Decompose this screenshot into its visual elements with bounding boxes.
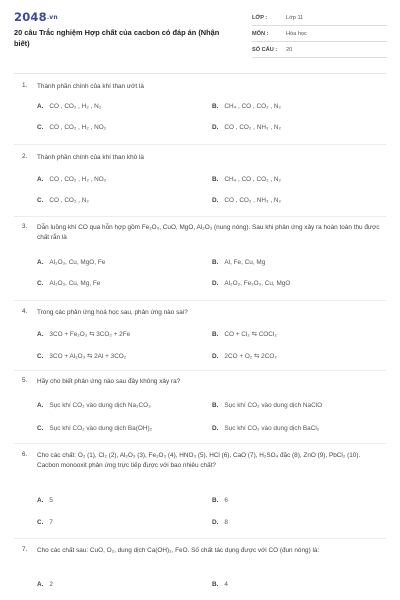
- option-b[interactable]: B. 6: [212, 497, 228, 504]
- option-b[interactable]: B. CH₄ , CO , CO₂ , N₂: [212, 103, 281, 110]
- option-c[interactable]: C. Sục khí CO₂ vào dung dịch Ba(OH)₂: [37, 425, 153, 432]
- page-title: 20 câu Trắc nghiệm Hợp chất của cacbon có đáp án (Nhận biết): [14, 28, 220, 48]
- question-divider: [14, 144, 386, 145]
- question-2: [22, 153, 382, 208]
- question-text: Thành phần chính của khí than ướt là: [37, 83, 144, 90]
- option-a[interactable]: A. 3CO + Fe₂O₃ ⇆ 3CO₂ + 2Fe: [37, 331, 131, 338]
- site-logo[interactable]: 2048.vn: [14, 10, 58, 24]
- question-5: [22, 377, 382, 437]
- option-b[interactable]: B. Al, Fe, Cu, Mg: [212, 259, 266, 266]
- option-d[interactable]: D. Al₂O₃, Fe₂O₃, Cu, MgO: [212, 280, 291, 287]
- question-text: Dẫn luồng khí CO qua hỗn hợp gồm Fe₂O₃, CuO, MgO, Al₂O₃ (nung nóng). Sau khi phản ứng xảy ra hoàn toàn thu được chất rắn là: [37, 224, 380, 241]
- option-c[interactable]: C. 3CO + Al₂O₃ ⇆ 2Al + 3CO₂: [37, 353, 127, 360]
- option-b[interactable]: B. 4: [212, 581, 228, 588]
- option-c[interactable]: C. CO , CO₂ , N₂: [37, 197, 89, 204]
- option-c[interactable]: C. CO , CO₂ , H₂ , NO₂: [37, 124, 107, 131]
- question-1: [22, 82, 382, 137]
- option-b[interactable]: B. CO + Cl₂ ⇆ COCl₂: [212, 331, 277, 338]
- question-divider: [14, 538, 386, 539]
- option-d[interactable]: D. 2CO + O₂ ⇆ 2CO₂: [212, 353, 277, 360]
- question-6: [22, 451, 382, 531]
- meta-grade: LỚP : Lớp 11: [252, 13, 387, 26]
- option-b[interactable]: B. CH₄ , CO , CO₂ , N₂: [212, 176, 281, 183]
- option-c[interactable]: C. Al₂O₃, Cu, Mg, Fe: [37, 280, 101, 287]
- option-a[interactable]: A. Sục khí CO₂ vào dung dịch Na₂CO₃: [37, 402, 151, 409]
- option-a[interactable]: A. CO , CO₂ , H₂ , NO₂: [37, 176, 107, 183]
- question-4: [22, 308, 382, 363]
- option-d[interactable]: D. CO , CO₂ , NH₃ , N₂: [212, 197, 281, 204]
- option-a[interactable]: A. 2: [37, 581, 53, 588]
- question-number: 6.: [22, 451, 28, 458]
- option-a[interactable]: A. Al₂O₃, Cu, MgO, Fe: [37, 259, 106, 266]
- question-number: 3.: [22, 223, 28, 230]
- question-text: Cho các chất sau: CuO, O₂, dung dịch Ca(OH)₂, FeO. Số chất tác dụng được với CO (đun nóng) là:: [37, 547, 320, 554]
- option-d[interactable]: D. 8: [212, 519, 228, 526]
- question-text: Trong các phản ứng hoá học sau, phản ứng nào sai?: [37, 309, 188, 316]
- question-divider: [14, 216, 386, 217]
- question-divider: [14, 370, 386, 371]
- question-number: 5.: [22, 377, 28, 384]
- question-7: [22, 546, 382, 596]
- question-divider: [14, 443, 386, 444]
- question-text: Thành phần chính của khí than khô là: [37, 154, 144, 161]
- question-number: 1.: [22, 82, 28, 89]
- meta-subject: MÔN : Hóa học: [252, 29, 387, 42]
- option-d[interactable]: D. Sục khí CO₂ vào dung dịch BaCl₂: [212, 425, 320, 432]
- option-d[interactable]: D. CO , CO₂ , NH₃ , N₂: [212, 124, 281, 131]
- page-header: [0, 0, 400, 68]
- option-a[interactable]: A. 5: [37, 497, 53, 504]
- option-b[interactable]: B. Sục khí CO₂ vào dung dịch NaClO: [212, 402, 323, 409]
- question-text: Hãy cho biết phản ứng nào sau đây không xảy ra?: [37, 378, 181, 385]
- option-c[interactable]: C. 7: [37, 519, 53, 526]
- question-text: Cho các chất: O₂ (1), Cl₂ (2), Al₂O₃ (3), Fe₂O₃ (4), HNO₃ (5), HCl (6), CaO (7), H₂SO₄ đặc (8), ZnO (9), PbCl₂ (10). Cacbon monooxit phản ứng trực tiếp được với bao nhiêu chất?: [37, 452, 361, 469]
- question-number: 2.: [22, 153, 28, 160]
- meta-question-count: SỐ CÂU : 20: [252, 45, 387, 58]
- option-a[interactable]: A. CO , CO₂ , H₂ , N₂: [37, 103, 102, 110]
- header-divider: [14, 73, 386, 74]
- question-number: 7.: [22, 546, 28, 553]
- question-number: 4.: [22, 308, 28, 315]
- question-3: [22, 223, 382, 293]
- question-divider: [14, 300, 386, 301]
